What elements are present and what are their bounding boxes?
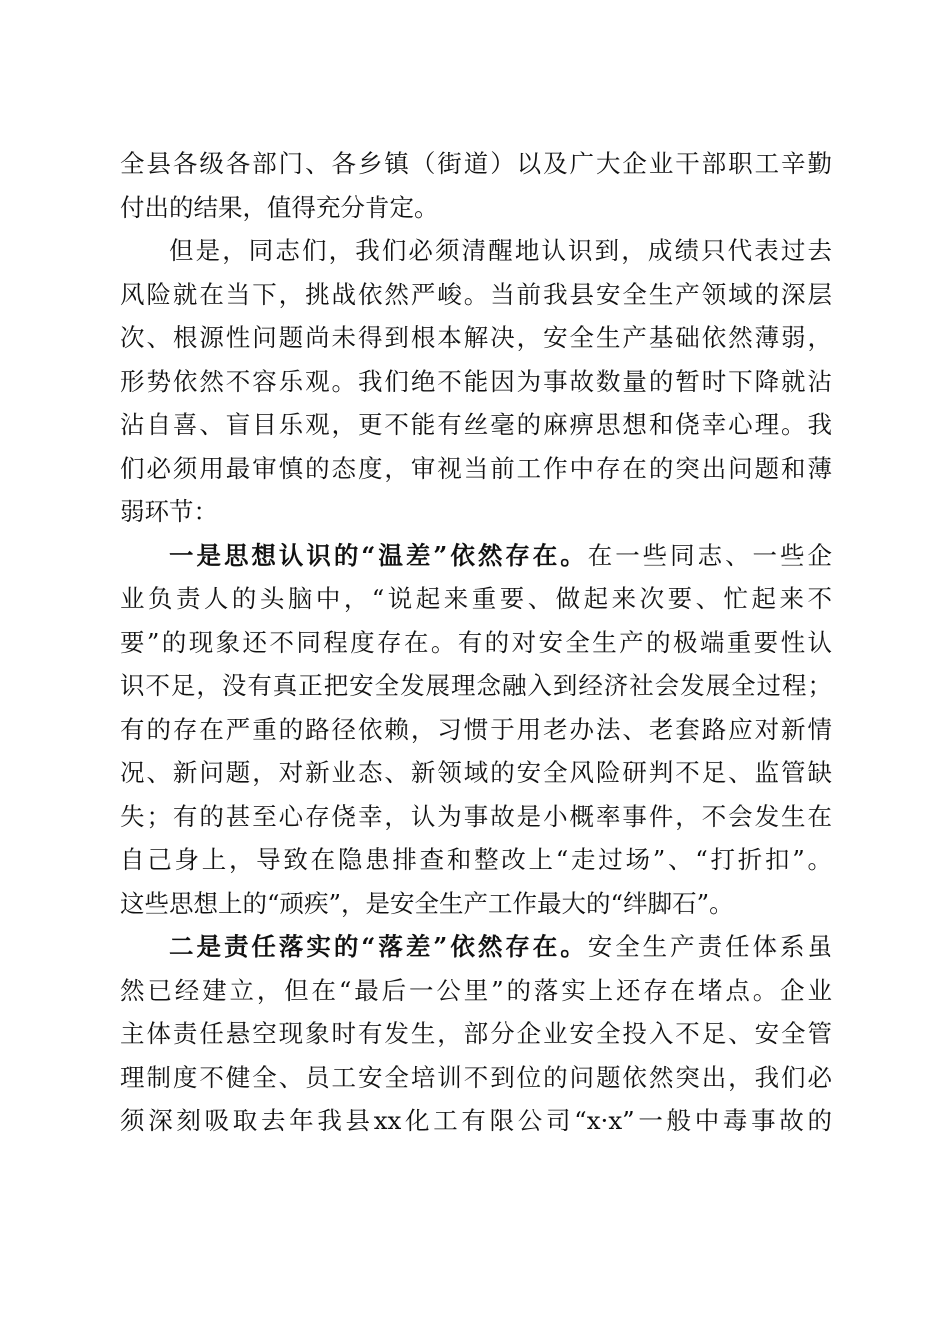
- section-heading: 一是思想认识的“温差”依然存在。: [169, 540, 588, 570]
- text-line: 全县各级各部门、各乡镇（街道）以及广大企业干部职工辛勤: [120, 149, 832, 178]
- text-line: 付出的结果，值得充分肯定。: [120, 192, 439, 222]
- text-line: 然已经建立，但在“最后一公里”的落实上还存在堵点。企业: [120, 975, 832, 1005]
- text-line: 有的存在严重的路径依赖，习惯于用老办法、老套路应对新情: [120, 714, 832, 744]
- section-heading: 二是责任落实的“落差”依然存在。: [169, 932, 588, 961]
- text-line: 自己身上，导致在隐患排查和整改上“走过场”、“打折扣”。: [120, 845, 832, 874]
- paragraph-continuation: [120, 142, 832, 229]
- text-line: 理制度不健全、员工安全培训不到位的问题依然突出，我们必: [120, 1062, 832, 1092]
- text-run: 安全生产责任体系虽: [587, 932, 833, 961]
- text-line: 业负责人的头脑中，“说起来重要、做起来次要、忙起来不: [120, 584, 832, 613]
- paragraph-thinking-gap: [120, 534, 832, 926]
- text-line: 风险就在当下，挑战依然严峻。当前我县安全生产领域的深层: [120, 279, 832, 309]
- text-line: 们必须用最审慎的态度，审视当前工作中存在的突出问题和薄: [120, 453, 832, 483]
- paragraph-responsibility-gap: [120, 925, 832, 1143]
- paragraph-challenges: [120, 229, 832, 534]
- text-line: 要”的现象还不同程度存在。有的对安全生产的极端重要性认: [120, 627, 832, 657]
- text-run: 在一些同志、一些企: [587, 540, 833, 570]
- text-line: 识不足，没有真正把安全发展理念融入到经济社会发展全过程；: [120, 671, 832, 700]
- text-line: 弱环节：: [120, 497, 218, 526]
- text-line: 失；有的甚至心存侥幸，认为事故是小概率事件，不会发生在: [120, 801, 832, 831]
- document-page: [120, 142, 832, 1143]
- text-line: 沾自喜、盲目乐观，更不能有丝毫的麻痹思想和侥幸心理。我: [120, 410, 832, 439]
- text-line: 但是，同志们，我们必须清醒地认识到，成绩只代表过去: [169, 236, 832, 265]
- text-line: [120, 925, 832, 969]
- text-line: 况、新问题，对新业态、新领域的安全风险研判不足、监管缺: [120, 758, 832, 787]
- text-line: 形势依然不容乐观。我们绝不能因为事故数量的暂时下降就沾: [120, 366, 832, 396]
- text-line: 这些思想上的“顽疾”，是安全生产工作最大的“绊脚石”。: [120, 888, 734, 918]
- text-line: 次、根源性问题尚未得到根本解决，安全生产基础依然薄弱，: [120, 323, 832, 352]
- text-line: 主体责任悬空现象时有发生，部分企业安全投入不足、安全管: [120, 1019, 832, 1048]
- text-line: 须深刻吸取去年我县xx化工有限公司“x·x”一般中毒事故的: [120, 1106, 832, 1135]
- text-line: [120, 534, 832, 578]
